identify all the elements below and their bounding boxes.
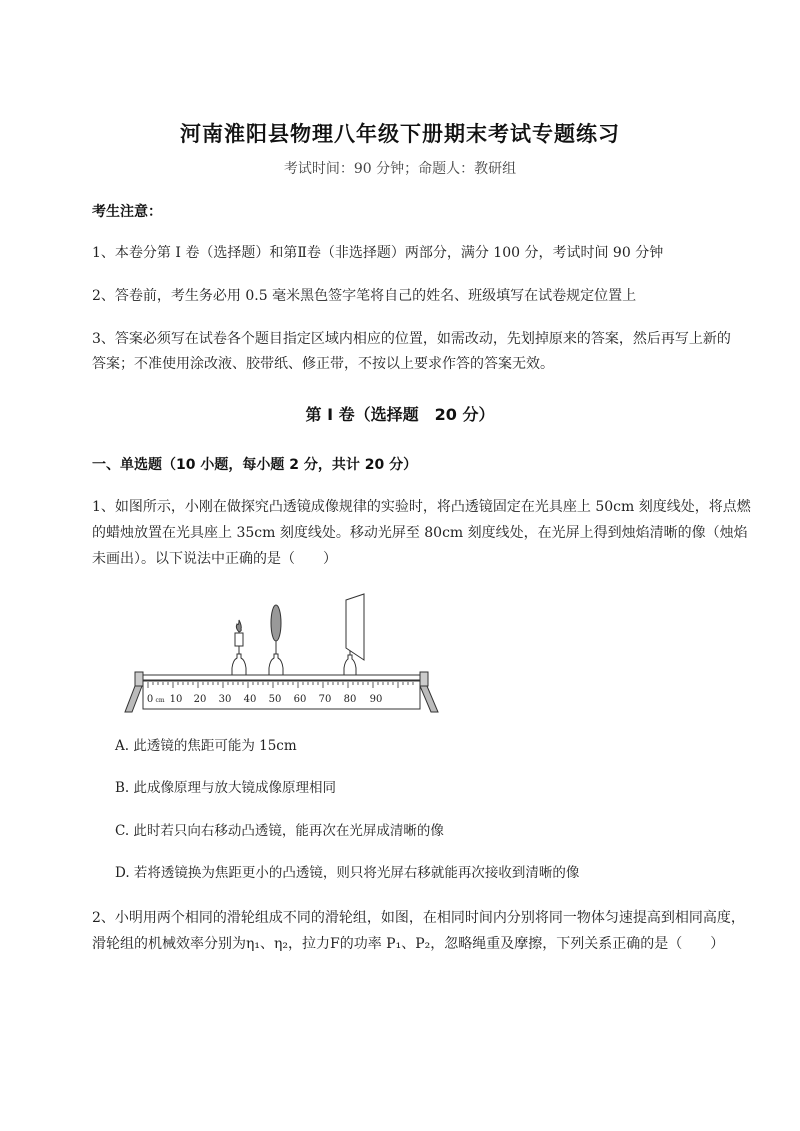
notice-item-1: 1、本卷分第 I 卷（选择题）和第Ⅱ卷（非选择题）两部分，满分 100 分，考试时间 90 分钟: [92, 245, 664, 261]
convex-lens-icon: [269, 605, 283, 675]
question-1-option-c[interactable]: C. 此时若只向右移动凸透镜，能再次在光屏成清晰的像: [115, 823, 444, 839]
subsection-title: 一、单选题（10 小题，每小题 2 分，共计 20 分）: [92, 457, 418, 473]
notice-heading: 考生注意：: [92, 204, 162, 220]
ruler-label-50: 50: [268, 694, 282, 705]
candle-icon: [232, 620, 246, 675]
ruler-unit: cm: [155, 697, 165, 704]
ruler-label-30: 30: [218, 694, 232, 705]
ruler-label-40: 40: [243, 694, 257, 705]
ruler-label-90: 90: [369, 694, 383, 705]
exam-info: 考试时间：90 分钟；命题人：教研组: [283, 161, 517, 177]
ruler-label-20: 20: [193, 694, 207, 705]
question-1-option-b[interactable]: B. 此成像原理与放大镜成像原理相同: [115, 780, 337, 796]
section-title: 第 I 卷（选择题 20 分）: [305, 405, 495, 424]
optical-bench-figure: [120, 588, 445, 716]
page-title: 河南淮阳县物理八年级下册期末考试专题练习: [180, 122, 620, 146]
question-1-option-a[interactable]: A. 此透镜的焦距可能为 15cm: [115, 738, 297, 754]
question-1-option-d[interactable]: D. 若将透镜换为焦距更小的凸透镜，则只将光屏右移就能再次接收到清晰的像: [115, 865, 580, 881]
notice-item-2: 2、答卷前，考生务必用 0.5 毫米黑色签字笔将自己的姓名、班级填写在试卷规定位置上: [92, 288, 637, 304]
notice-item-3: 3、答案必须写在试卷各个题目指定区域内相应的位置，如需改动，先划掉原来的答案，然后再写上新的答案；不准使用涂改液、胶带纸、修正带，不按以上要求作答的答案无效。: [92, 331, 731, 372]
question-2-text: 2、小明用两个相同的滑轮组成不同的滑轮组，如图，在相同时间内分别将同一物体匀速提高到相同高度，滑轮组的机械效率分别为η₁、η₂，拉力F的功率 P₁、P₂，忽略绳重及摩擦，下列关系正确的是（ ）: [92, 910, 745, 952]
question-1-text: 1、如图所示，小刚在做探究凸透镜成像规律的实验时，将凸透镜固定在光具座上 50cm 刻度线处，将点燃的蜡烛放置在光具座上 35cm 刻度线处。移动光屏至 80cm 刻度线处，在光屏上得到烛焰清晰的像（烛焰未画出）。以下说法中正确的是（ ）: [92, 499, 751, 567]
ruler-label-10: 10: [169, 694, 183, 705]
ruler-label-0: 0: [146, 694, 154, 705]
ruler-label-70: 70: [318, 694, 332, 705]
ruler-label-60: 60: [293, 694, 307, 705]
ruler-label-80: 80: [343, 694, 357, 705]
light-screen-icon: [344, 594, 364, 675]
